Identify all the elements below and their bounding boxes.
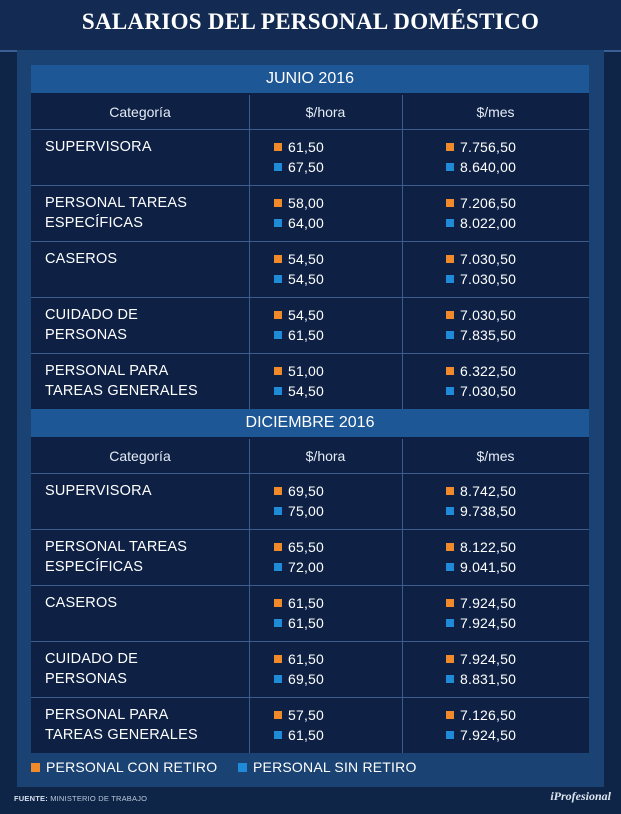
rate-per-hour bbox=[274, 707, 324, 723]
rate-per-hour bbox=[274, 363, 324, 379]
value-text: 7.924,50 bbox=[460, 615, 517, 631]
swatch-con-retiro bbox=[274, 143, 282, 151]
rate-per-hour bbox=[274, 327, 324, 343]
rate-per-hour bbox=[274, 159, 324, 175]
rate-per-month bbox=[446, 595, 516, 611]
column-header: Categoría bbox=[109, 448, 171, 464]
section-header: JUNIO 2016 bbox=[31, 65, 589, 93]
rate-per-month bbox=[446, 651, 516, 667]
category-label bbox=[45, 649, 138, 689]
swatch-con-retiro bbox=[446, 311, 454, 319]
value-text: 9.041,50 bbox=[460, 559, 517, 575]
value-text: 51,00 bbox=[288, 363, 325, 379]
row-divider bbox=[31, 529, 589, 530]
swatch-con-retiro bbox=[274, 311, 282, 319]
category-label bbox=[45, 705, 198, 745]
value-text: 75,00 bbox=[288, 503, 325, 519]
value-text: 9.738,50 bbox=[460, 503, 517, 519]
swatch-con-retiro bbox=[446, 199, 454, 207]
swatch-con-retiro bbox=[274, 255, 282, 263]
value-text: 72,00 bbox=[288, 559, 325, 575]
rate-per-month bbox=[446, 727, 516, 743]
value-text: 7.206,50 bbox=[460, 195, 517, 211]
category-label bbox=[45, 593, 117, 613]
value-text: 8.122,50 bbox=[460, 539, 517, 555]
category-label bbox=[45, 537, 187, 577]
swatch-con-retiro bbox=[446, 255, 454, 263]
rate-per-month bbox=[446, 503, 516, 519]
rate-per-month bbox=[446, 271, 516, 287]
swatch-sin-retiro bbox=[446, 163, 454, 171]
column-header: $/hora bbox=[305, 448, 346, 464]
row-divider bbox=[31, 697, 589, 698]
rate-per-hour bbox=[274, 271, 324, 287]
rate-per-hour bbox=[274, 559, 324, 575]
legend-swatch-sin-retiro bbox=[238, 763, 247, 772]
swatch-sin-retiro bbox=[446, 507, 454, 515]
title-bar bbox=[0, 0, 621, 52]
row-divider bbox=[31, 585, 589, 586]
swatch-sin-retiro bbox=[446, 331, 454, 339]
value-text: 64,00 bbox=[288, 215, 325, 231]
swatch-sin-retiro bbox=[274, 563, 282, 571]
swatch-con-retiro bbox=[446, 711, 454, 719]
category-line: PERSONAL TAREAS bbox=[45, 195, 188, 211]
legend-label-con-retiro: PERSONAL CON RETIRO bbox=[46, 759, 218, 775]
value-text: 69,50 bbox=[288, 483, 325, 499]
rate-per-hour bbox=[274, 383, 324, 399]
rate-per-hour bbox=[274, 483, 324, 499]
swatch-con-retiro bbox=[446, 367, 454, 375]
category-line: SUPERVISORA bbox=[45, 483, 152, 499]
brand-logo: iProfesional bbox=[550, 789, 611, 803]
value-text: 69,50 bbox=[288, 671, 325, 687]
category-label bbox=[45, 481, 152, 501]
category-label bbox=[45, 249, 117, 269]
value-text: 7.924,50 bbox=[460, 727, 517, 743]
swatch-sin-retiro bbox=[274, 507, 282, 515]
swatch-con-retiro bbox=[274, 199, 282, 207]
value-text: 7.924,50 bbox=[460, 595, 517, 611]
rate-per-month bbox=[446, 195, 516, 211]
swatch-sin-retiro bbox=[446, 675, 454, 683]
category-line: CASEROS bbox=[45, 595, 118, 611]
rate-per-hour bbox=[274, 307, 324, 323]
value-text: 7.030,50 bbox=[460, 271, 517, 287]
row-divider bbox=[31, 185, 589, 186]
swatch-con-retiro bbox=[274, 711, 282, 719]
swatch-sin-retiro bbox=[274, 275, 282, 283]
category-line: CUIDADO DE bbox=[45, 307, 139, 323]
swatch-sin-retiro bbox=[274, 219, 282, 227]
category-label bbox=[45, 361, 198, 401]
value-text: 61,50 bbox=[288, 727, 325, 743]
rate-per-month bbox=[446, 539, 516, 555]
value-text: 65,50 bbox=[288, 539, 325, 555]
rate-per-month bbox=[446, 615, 516, 631]
rate-per-hour bbox=[274, 727, 324, 743]
value-text: 61,50 bbox=[288, 139, 325, 155]
legend-item-sin-retiro bbox=[238, 759, 417, 775]
category-line: SUPERVISORA bbox=[45, 139, 152, 155]
row-divider bbox=[31, 129, 589, 130]
value-text: 61,50 bbox=[288, 615, 325, 631]
category-line: TAREAS GENERALES bbox=[45, 727, 198, 743]
value-text: 8.022,00 bbox=[460, 215, 517, 231]
category-line: PERSONAL PARA bbox=[45, 363, 169, 379]
rate-per-hour bbox=[274, 251, 324, 267]
row-divider bbox=[31, 241, 589, 242]
rate-per-hour bbox=[274, 503, 324, 519]
section-header: DICIEMBRE 2016 bbox=[31, 409, 589, 437]
category-label bbox=[45, 193, 187, 233]
swatch-sin-retiro bbox=[274, 619, 282, 627]
value-text: 54,50 bbox=[288, 251, 325, 267]
value-text: 7.756,50 bbox=[460, 139, 517, 155]
value-text: 7.924,50 bbox=[460, 651, 517, 667]
rate-per-hour bbox=[274, 595, 324, 611]
source-text: MINISTERIO DE TRABAJO bbox=[50, 794, 148, 803]
swatch-sin-retiro bbox=[274, 331, 282, 339]
value-text: 61,50 bbox=[288, 327, 325, 343]
value-text: 8.831,50 bbox=[460, 671, 517, 687]
swatch-sin-retiro bbox=[446, 275, 454, 283]
rate-per-month bbox=[446, 159, 516, 175]
swatch-con-retiro bbox=[274, 367, 282, 375]
swatch-con-retiro bbox=[274, 543, 282, 551]
value-text: 8.742,50 bbox=[460, 483, 517, 499]
rate-per-hour bbox=[274, 215, 324, 231]
category-line: ESPECÍFICAS bbox=[45, 215, 144, 231]
source-label: FUENTE: bbox=[14, 794, 48, 803]
rate-per-month bbox=[446, 327, 516, 343]
value-text: 61,50 bbox=[288, 651, 325, 667]
category-label bbox=[45, 137, 152, 157]
rate-per-hour bbox=[274, 539, 324, 555]
rate-per-hour bbox=[274, 195, 324, 211]
legend-item-con-retiro bbox=[31, 759, 217, 775]
column-divider bbox=[249, 439, 250, 753]
category-label bbox=[45, 305, 138, 345]
value-text: 58,00 bbox=[288, 195, 325, 211]
column-divider bbox=[402, 95, 403, 409]
swatch-sin-retiro bbox=[274, 731, 282, 739]
row-divider bbox=[31, 473, 589, 474]
category-line: ESPECÍFICAS bbox=[45, 559, 144, 575]
swatch-con-retiro bbox=[446, 543, 454, 551]
legend-label-sin-retiro: PERSONAL SIN RETIRO bbox=[253, 759, 417, 775]
value-text: 7.030,50 bbox=[460, 251, 517, 267]
table-section bbox=[31, 409, 589, 753]
value-text: 54,50 bbox=[288, 383, 325, 399]
value-text: 54,50 bbox=[288, 307, 325, 323]
rate-per-month bbox=[446, 139, 516, 155]
source-note bbox=[14, 794, 147, 803]
category-line: TAREAS GENERALES bbox=[45, 383, 198, 399]
legend-swatch-con-retiro bbox=[31, 763, 40, 772]
swatch-sin-retiro bbox=[446, 731, 454, 739]
swatch-con-retiro bbox=[446, 599, 454, 607]
swatch-con-retiro bbox=[446, 143, 454, 151]
row-divider bbox=[31, 641, 589, 642]
value-text: 6.322,50 bbox=[460, 363, 517, 379]
value-text: 7.030,50 bbox=[460, 307, 517, 323]
table-section bbox=[31, 65, 589, 409]
rate-per-hour bbox=[274, 671, 324, 687]
row-divider bbox=[31, 353, 589, 354]
swatch-sin-retiro bbox=[274, 387, 282, 395]
swatch-con-retiro bbox=[446, 487, 454, 495]
value-text: 7.835,50 bbox=[460, 327, 517, 343]
value-text: 67,50 bbox=[288, 159, 325, 175]
swatch-con-retiro bbox=[274, 599, 282, 607]
swatch-sin-retiro bbox=[274, 675, 282, 683]
swatch-sin-retiro bbox=[446, 619, 454, 627]
rate-per-month bbox=[446, 363, 516, 379]
swatch-sin-retiro bbox=[446, 219, 454, 227]
value-text: 54,50 bbox=[288, 271, 325, 287]
rate-per-month bbox=[446, 483, 516, 499]
swatch-con-retiro bbox=[274, 655, 282, 663]
swatch-con-retiro bbox=[274, 487, 282, 495]
category-line: CUIDADO DE bbox=[45, 651, 139, 667]
swatch-con-retiro bbox=[446, 655, 454, 663]
rate-per-month bbox=[446, 707, 516, 723]
page-title: SALARIOS DEL PERSONAL DOMÉSTICO bbox=[81, 9, 540, 34]
value-text: 57,50 bbox=[288, 707, 325, 723]
rate-per-month bbox=[446, 215, 516, 231]
rate-per-month bbox=[446, 671, 516, 687]
value-text: 7.030,50 bbox=[460, 383, 517, 399]
value-text: 61,50 bbox=[288, 595, 325, 611]
rate-per-month bbox=[446, 383, 516, 399]
column-header: Categoría bbox=[109, 104, 171, 120]
rate-per-month bbox=[446, 559, 516, 575]
rate-per-month bbox=[446, 251, 516, 267]
column-header: $/hora bbox=[305, 104, 346, 120]
category-line: PERSONAS bbox=[45, 671, 128, 687]
rate-per-month bbox=[446, 307, 516, 323]
column-header: $/mes bbox=[476, 104, 515, 120]
rate-per-hour bbox=[274, 139, 324, 155]
column-divider bbox=[402, 439, 403, 753]
category-line: CASEROS bbox=[45, 251, 118, 267]
category-line: PERSONAL PARA bbox=[45, 707, 169, 723]
column-divider bbox=[249, 95, 250, 409]
rate-per-hour bbox=[274, 651, 324, 667]
swatch-sin-retiro bbox=[446, 387, 454, 395]
value-text: 7.126,50 bbox=[460, 707, 517, 723]
value-text: 8.640,00 bbox=[460, 159, 517, 175]
rate-per-hour bbox=[274, 615, 324, 631]
swatch-sin-retiro bbox=[274, 163, 282, 171]
swatch-sin-retiro bbox=[446, 563, 454, 571]
category-line: PERSONAL TAREAS bbox=[45, 539, 188, 555]
row-divider bbox=[31, 297, 589, 298]
category-line: PERSONAS bbox=[45, 327, 128, 343]
column-header: $/mes bbox=[476, 448, 515, 464]
